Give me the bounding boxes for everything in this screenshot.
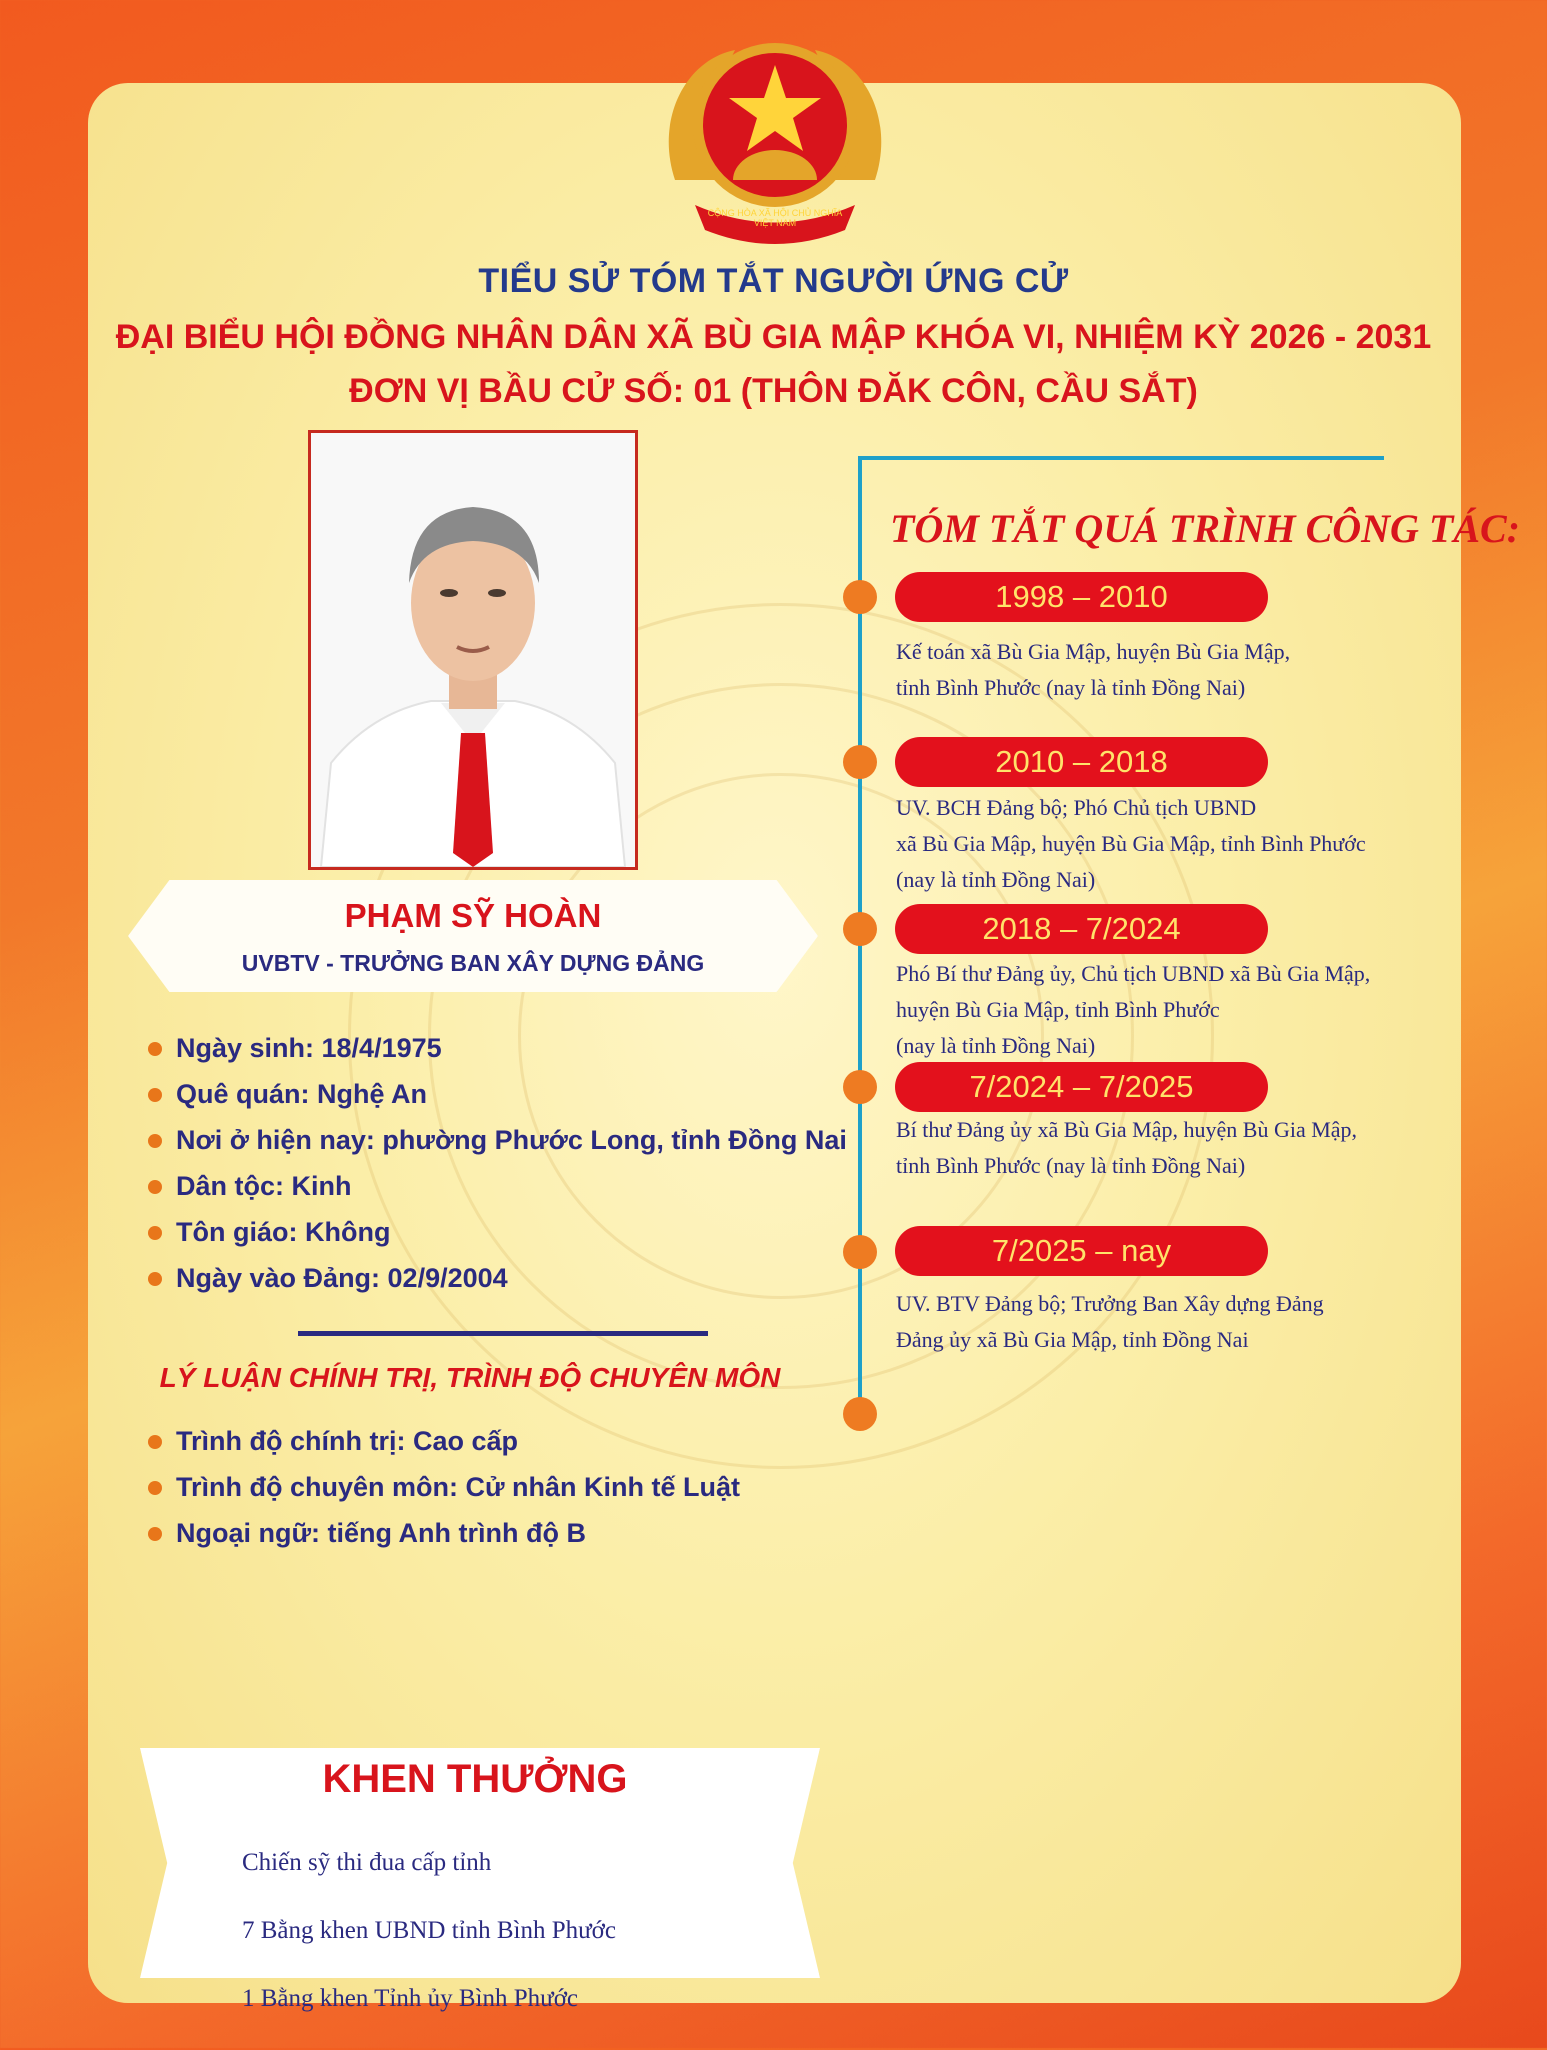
award-item: Chiến sỹ thi đua cấp tỉnh	[242, 1849, 492, 1876]
candidate-role: UVBTV - TRƯỞNG BAN XÂY DỰNG ĐẢNG	[241, 950, 705, 976]
timeline-desc-2: UV. BCH Đảng bộ; Phó Chủ tịch UBND xã Bù Gia Mập, huyện Bù Gia Mập, tỉnh Bình Phước (nay là tỉnh Đồng Nai)	[896, 795, 1366, 892]
emblem-top-text: CỘNG HÒA XÃ HỘI CHỦ NGHĨA	[707, 208, 843, 218]
qualifications-list	[148, 1418, 740, 1556]
timeline-period-3: 2018 – 7/2024	[895, 904, 1268, 954]
portrait-illustration	[311, 433, 635, 867]
fact-hometown: Quê quán: Nghệ An	[148, 1071, 847, 1117]
candidate-name: PHẠM SỸ HOÀN	[344, 897, 602, 934]
emblem-bottom-text: VIỆT NAM	[753, 218, 797, 228]
timeline-desc-1: Kế toán xã Bù Gia Mập, huyện Bù Gia Mập, tỉnh Bình Phước (nay là tỉnh Đồng Nai)	[896, 639, 1291, 700]
fact-party-date: Ngày vào Đảng: 02/9/2004	[148, 1255, 847, 1301]
awards-title: KHEN THƯỞNG	[322, 1757, 628, 1801]
qualifications-title: LÝ LUẬN CHÍNH TRỊ, TRÌNH ĐỘ CHUYÊN MÔN	[159, 1362, 781, 1393]
header-line-3: ĐƠN VỊ BẦU CỬ SỐ: 01 (THÔN ĐĂK CÔN, CẦU SẮT)	[349, 372, 1198, 410]
personal-facts-list	[148, 1025, 847, 1301]
timeline-desc-3: Phó Bí thư Đảng ủy, Chủ tịch UBND xã Bù Gia Mập, huyện Bù Gia Mập, tỉnh Bình Phước (nay là tỉnh Đồng Nai)	[896, 961, 1371, 1058]
awards-list	[242, 1812, 616, 2050]
emblem-ribbon-text	[655, 208, 895, 228]
timeline-period-5: 7/2025 – nay	[895, 1226, 1268, 1276]
timeline-period-1: 1998 – 2010	[895, 572, 1268, 622]
header-line-1: TIỂU SỬ TÓM TẮT NGƯỜI ỨNG CỬ	[478, 262, 1069, 300]
timeline-dot	[843, 1397, 877, 1431]
fact-ethnicity: Dân tộc: Kinh	[148, 1163, 847, 1209]
timeline-period-4: 7/2024 – 7/2025	[895, 1062, 1268, 1112]
timeline-dot	[843, 745, 877, 779]
timeline-dot	[843, 1070, 877, 1104]
timeline-title: TÓM TẮT QUÁ TRÌNH CÔNG TÁC:	[890, 506, 1521, 551]
fact-religion: Tôn giáo: Không	[148, 1209, 847, 1255]
candidate-portrait	[308, 430, 638, 870]
qualification-political: Trình độ chính trị: Cao cấp	[148, 1418, 740, 1464]
timeline-desc-4: Bí thư Đảng ủy xã Bù Gia Mập, huyện Bù Gia Mập, tỉnh Bình Phước (nay là tỉnh Đồng Nai)	[896, 1117, 1358, 1178]
fact-residence: Nơi ở hiện nay: phường Phước Long, tỉnh Đồng Nai	[148, 1117, 847, 1163]
header-line-2: ĐẠI BIỂU HỘI ĐỒNG NHÂN DÂN XÃ BÙ GIA MẬP KHÓA VI, NHIỆM KỲ 2026 - 2031	[115, 318, 1432, 356]
timeline-dot	[843, 1235, 877, 1269]
fact-birthdate: Ngày sinh: 18/4/1975	[148, 1025, 847, 1071]
timeline-dot	[843, 580, 877, 614]
award-item: 7 Bằng khen UBND tỉnh Bình Phước	[242, 1917, 616, 1944]
award-item: 1 Bằng khen Tỉnh ủy Bình Phước	[242, 1985, 579, 2012]
timeline-desc-5: UV. BTV Đảng bộ; Trưởng Ban Xây dựng Đảng Đảng ủy xã Bù Gia Mập, tỉnh Đồng Nai	[896, 1291, 1324, 1352]
timeline-dot	[843, 912, 877, 946]
section-divider	[298, 1331, 708, 1336]
qualification-professional: Trình độ chuyên môn: Cử nhân Kinh tế Luật	[148, 1464, 740, 1510]
timeline-period-2: 2010 – 2018	[895, 737, 1268, 787]
qualification-language: Ngoại ngữ: tiếng Anh trình độ B	[148, 1510, 740, 1556]
timeline-top-line	[858, 456, 1384, 460]
